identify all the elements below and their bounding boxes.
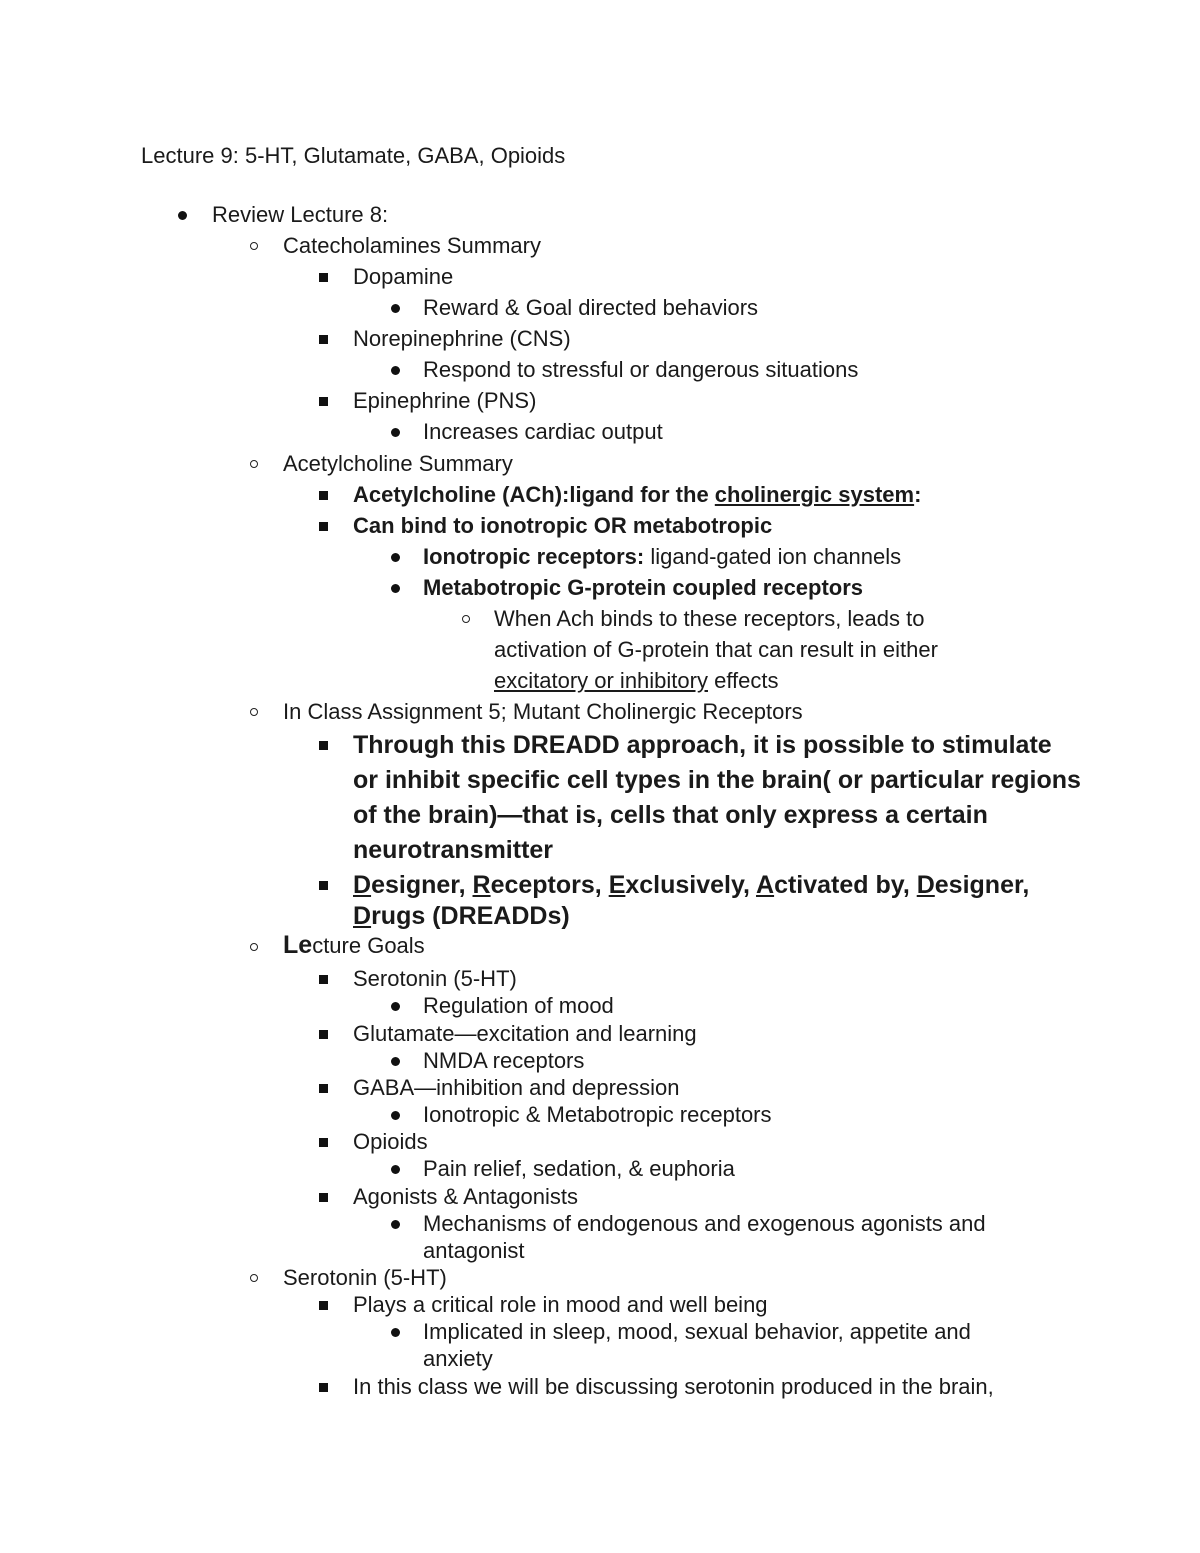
- acronym-word: esigner,: [934, 871, 1030, 899]
- norepinephrine-item: Norepinephrine (CNS): [353, 326, 571, 351]
- acronym-initial: R: [472, 871, 491, 899]
- level4-bullet: [391, 428, 400, 437]
- dreadd-line4: neurotransmitter: [353, 836, 554, 864]
- review-heading: Review Lecture 8:: [212, 202, 389, 227]
- level4-bullet: [391, 1002, 400, 1011]
- serotonin-role: Plays a critical role in mood and well being: [353, 1292, 768, 1317]
- serotonin-implicated-line2: anxiety: [423, 1346, 493, 1371]
- level3-bullet: [319, 975, 328, 984]
- assignment-heading: In Class Assignment 5; Mutant Cholinergic Receptors: [283, 699, 803, 724]
- goal-glutamate: Glutamate—excitation and learning: [353, 1021, 697, 1046]
- acronym-word: eceptors,: [490, 871, 609, 899]
- catecholamines-heading: Catecholamines Summary: [283, 233, 541, 258]
- level2-bullet: [250, 943, 258, 951]
- epinephrine-item: Epinephrine (PNS): [353, 388, 537, 413]
- effects-text: effects: [707, 668, 779, 693]
- level4-bullet: [391, 553, 400, 562]
- level4-bullet: [391, 1111, 400, 1120]
- ionotropic-label: Ionotropic receptors:: [423, 544, 645, 569]
- level3-bullet: [319, 522, 328, 531]
- level4-bullet: [391, 584, 400, 593]
- goal-gaba-detail: Ionotropic & Metabotropic receptors: [423, 1102, 772, 1127]
- lecture-goals-heading: [283, 932, 425, 959]
- goal-opioids: Opioids: [353, 1129, 428, 1154]
- acronym-initial: D: [353, 902, 372, 930]
- excitatory-inhibitory-text: excitatory or inhibitory: [494, 668, 708, 693]
- goal-glutamate-detail: NMDA receptors: [423, 1048, 585, 1073]
- level3-bullet: [319, 1383, 328, 1392]
- goal-agonists: Agonists & Antagonists: [353, 1184, 579, 1209]
- ach-explanation-line3: [494, 668, 779, 694]
- level3-bullet: [319, 881, 328, 890]
- level4-bullet: [391, 1328, 400, 1337]
- level3-bullet: [319, 1084, 328, 1093]
- level5-bullet: [462, 615, 470, 623]
- dreadd-line3: of the brain)—that is, cells that only express a certain: [353, 801, 988, 829]
- norepinephrine-detail: Respond to stressful or dangerous situations: [423, 357, 859, 382]
- level2-bullet: [250, 460, 258, 468]
- level3-bullet: [319, 273, 328, 282]
- level3-bullet: [319, 491, 328, 500]
- dopamine-item: Dopamine: [353, 264, 454, 289]
- metabotropic-item: Metabotropic G-protein coupled receptors: [423, 575, 864, 600]
- serotonin-class-note: In this class we will be discussing serotonin produced in the brain,: [353, 1374, 994, 1399]
- ligand-prefix: Acetylcholine (ACh):ligand for the: [353, 482, 715, 507]
- goal-agonists-detail-line1: Mechanisms of endogenous and exogenous agonists and: [423, 1211, 986, 1236]
- ionotropic-item: [423, 544, 901, 570]
- acetylcholine-heading: Acetylcholine Summary: [283, 451, 513, 476]
- goal-opioids-detail: Pain relief, sedation, & euphoria: [423, 1156, 735, 1181]
- level2-bullet: [250, 1274, 258, 1282]
- goal-agonists-detail-line2: antagonist: [423, 1238, 525, 1263]
- level3-bullet: [319, 1301, 328, 1310]
- level2-bullet: [250, 708, 258, 716]
- dreadd-acronym-line1: [353, 868, 1029, 903]
- goals-heading-rest: cture Goals: [312, 933, 425, 958]
- acronym-word: ctivated by,: [774, 871, 917, 899]
- level4-bullet: [391, 1057, 400, 1066]
- ach-explanation-line1: When Ach binds to these receptors, leads to: [494, 606, 925, 631]
- dreadd-acronym-line2: [353, 899, 570, 934]
- level4-bullet: [391, 1165, 400, 1174]
- acronym-word: esigner,: [371, 871, 473, 899]
- level3-bullet: [319, 1193, 328, 1202]
- goals-heading-bold: Le: [283, 931, 313, 959]
- ligand-suffix: :: [914, 482, 922, 507]
- acetylcholine-ligand: [353, 482, 921, 508]
- document-title: Lecture 9: 5-HT, Glutamate, GABA, Opioids: [141, 143, 566, 168]
- goal-serotonin: Serotonin (5-HT): [353, 966, 517, 991]
- level4-bullet: [391, 304, 400, 313]
- dreadd-line2: or inhibit specific cell types in the brain( or particular regions: [353, 766, 1081, 794]
- acronym-initial: E: [608, 871, 626, 899]
- acronym-word: xclusively,: [625, 871, 757, 899]
- serotonin-implicated-line1: Implicated in sleep, mood, sexual behavior, appetite and: [423, 1319, 971, 1344]
- acronym-initial: D: [916, 871, 935, 899]
- ach-explanation-line2: activation of G-protein that can result in either: [494, 637, 938, 662]
- acronym-word: rugs (DREADDs): [371, 902, 570, 930]
- acronym-initial: D: [353, 871, 372, 899]
- level4-bullet: [391, 366, 400, 375]
- level3-bullet: [319, 1138, 328, 1147]
- dopamine-detail: Reward & Goal directed behaviors: [423, 295, 759, 320]
- level3-bullet: [319, 1030, 328, 1039]
- level2-bullet: [250, 242, 258, 250]
- goal-gaba: GABA—inhibition and depression: [353, 1075, 680, 1100]
- ionotropic-text: ligand-gated ion channels: [644, 544, 902, 569]
- level4-bullet: [391, 1220, 400, 1229]
- epinephrine-detail: Increases cardiac output: [423, 419, 663, 444]
- dreadd-line1: Through this DREADD approach, it is possible to stimulate: [353, 731, 1052, 759]
- level3-bullet: [319, 397, 328, 406]
- serotonin-heading: Serotonin (5-HT): [283, 1265, 447, 1290]
- level3-bullet: [319, 335, 328, 344]
- bind-statement: Can bind to ionotropic OR metabotropic: [353, 513, 773, 538]
- acronym-initial: A: [756, 871, 775, 899]
- cholinergic-system-link: cholinergic system: [714, 482, 915, 507]
- level3-bullet: [319, 741, 328, 750]
- level1-bullet: [178, 211, 187, 220]
- goal-serotonin-detail: Regulation of mood: [423, 993, 614, 1018]
